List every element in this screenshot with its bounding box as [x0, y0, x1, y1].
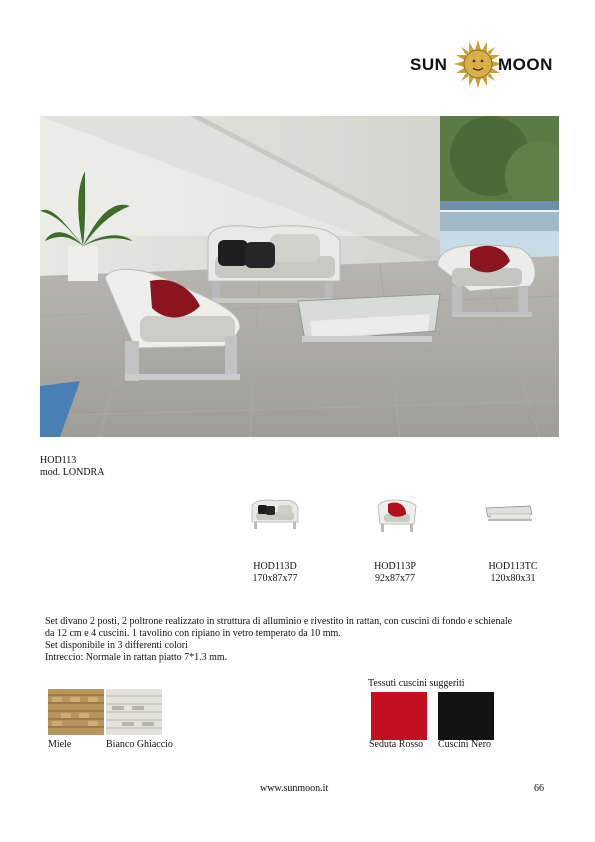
- product-code: HOD113: [40, 455, 77, 466]
- rattan-swatch-bianco-ghiaccio: [106, 689, 162, 735]
- item-dims-table: 120x80x31: [490, 573, 536, 584]
- fabric-swatch-rosso: [371, 692, 427, 740]
- fabric-label-nero: Cuscini Nero: [438, 739, 492, 750]
- item-code-sofa: HOD113D: [253, 561, 297, 572]
- fabric-label-rosso: Seduta Rosso: [369, 739, 424, 750]
- logo-sun-word: SUN: [410, 55, 448, 74]
- logo-moon-word: MOON: [498, 55, 553, 74]
- description-line: Intreccio: Normale in rattan piatto 7*1.3 mm.: [45, 652, 228, 663]
- item-dims-armchair: 92x87x77: [375, 573, 415, 584]
- sunmoon-logo: [410, 40, 552, 90]
- item-code-table: HOD113TC: [488, 561, 538, 572]
- sun-moon-emblem-icon: [454, 40, 502, 88]
- website-link[interactable]: www.sunmoon.it: [260, 783, 329, 794]
- hero-photo: [40, 116, 559, 437]
- sofa-thumbnail: [248, 494, 302, 534]
- product-description: [45, 616, 512, 664]
- item-code-armchair: HOD113P: [374, 561, 416, 572]
- description-line: Set divano 2 posti, 2 poltrone realizzato in struttura di alluminio e rivestito in rattan, con cuscini di fondo e schienale: [45, 616, 513, 627]
- page-number: 66: [534, 783, 544, 794]
- patio-furniture-photo: [40, 116, 559, 437]
- description-line: Set disponibile in 3 differenti colori: [45, 640, 188, 651]
- coffee-table-thumbnail: [482, 494, 536, 534]
- armchair-thumbnail: [370, 494, 424, 534]
- rattan-label-bianco-ghiaccio: Bianco Ghiaccio: [106, 739, 173, 750]
- description-line: da 12 cm e 4 cuscini. 1 tavolino con ripiano in vetro temperato da 10 mm.: [45, 628, 341, 639]
- rattan-label-miele: Miele: [48, 739, 72, 750]
- rattan-swatch-miele: [48, 689, 104, 735]
- fabric-swatch-nero: [438, 692, 494, 740]
- item-dims-sofa: 170x87x77: [252, 573, 298, 584]
- fabrics-title: Tessuti cuscini suggeriti: [368, 678, 465, 689]
- product-model: mod. LONDRA: [40, 467, 105, 478]
